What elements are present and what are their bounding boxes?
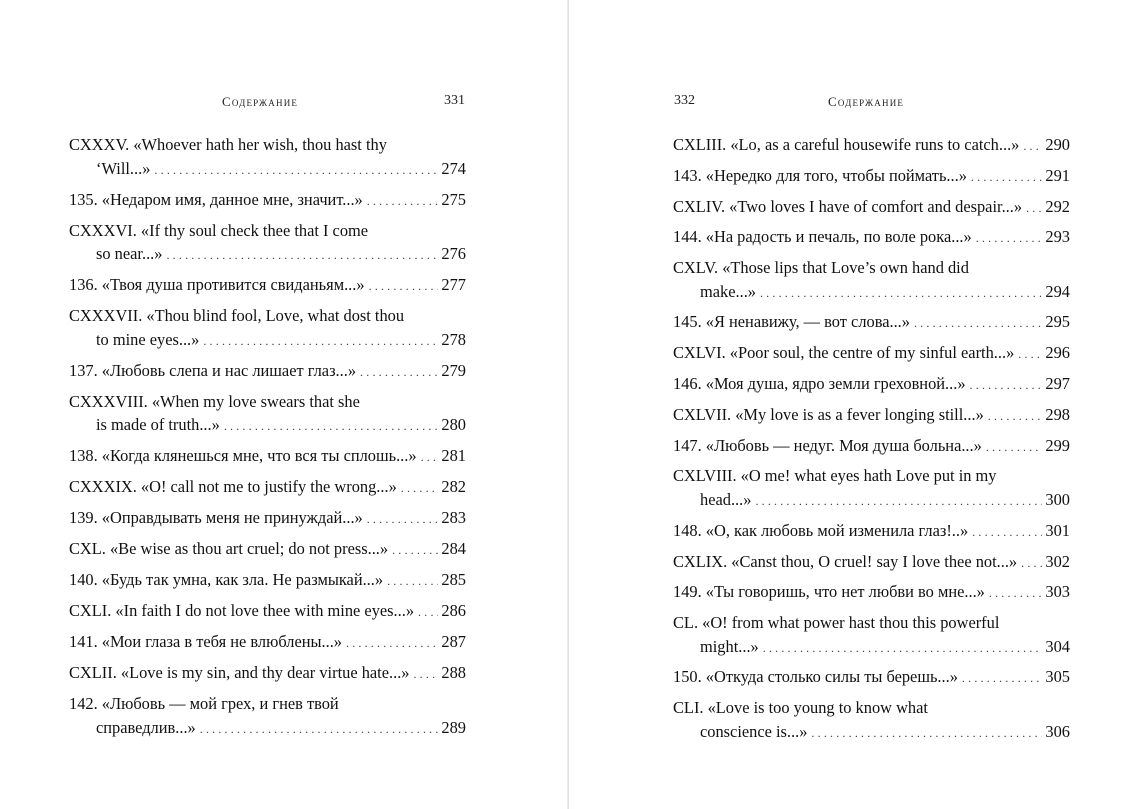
entry-title: 146. «Моя душа, ядро земли греховной...» bbox=[673, 374, 966, 394]
entry-row bbox=[69, 328, 466, 354]
entry-title: 147. «Любовь — недуг. Моя душа больна...» bbox=[673, 435, 982, 455]
toc-entry bbox=[673, 665, 1070, 691]
toc-entry bbox=[69, 475, 466, 501]
entry-title: 139. «Оправдывать меня не принуждай...» bbox=[69, 508, 363, 527]
dot-leader bbox=[346, 632, 438, 656]
entry-page-number: 282 bbox=[441, 477, 466, 496]
entry-row bbox=[673, 519, 1070, 545]
dot-leader bbox=[387, 570, 438, 594]
toc-entry bbox=[673, 133, 1070, 159]
entry-page-number: 284 bbox=[441, 539, 466, 558]
toc-entry bbox=[69, 568, 466, 594]
dot-leader bbox=[986, 436, 1043, 460]
entry-title: CXL. «Be wise as thou art cruel; do not press...» bbox=[69, 539, 389, 558]
entry-page-number: 286 bbox=[441, 601, 466, 620]
dot-leader bbox=[421, 446, 439, 470]
toc-entry bbox=[69, 390, 466, 439]
entry-row bbox=[673, 225, 1070, 251]
entry-row bbox=[673, 550, 1070, 576]
toc-entry bbox=[69, 133, 466, 182]
left-page bbox=[0, 0, 568, 809]
entry-title: 136. «Твоя душа противится свиданьям...» bbox=[69, 275, 365, 294]
entry-title: 150. «Откуда столько силы ты берешь...» bbox=[673, 667, 958, 687]
entry-row bbox=[69, 599, 466, 625]
toc-entry bbox=[69, 630, 466, 656]
dot-leader bbox=[989, 582, 1043, 606]
entry-row bbox=[673, 310, 1070, 336]
entry-title: CXXXV. «Whoever hath her wish, thou hast thy bbox=[69, 135, 387, 154]
entry-title-continuation: head...» bbox=[700, 489, 752, 509]
dot-leader bbox=[971, 166, 1042, 190]
dot-leader bbox=[200, 718, 439, 742]
entry-title: CXLIX. «Canst thou, O cruel! say I love thee not...» bbox=[673, 551, 1018, 571]
entry-page-number: 289 bbox=[441, 717, 466, 737]
dot-leader bbox=[1018, 343, 1042, 367]
toc-list bbox=[69, 133, 466, 747]
entry-page-number: 290 bbox=[1045, 135, 1070, 154]
entry-row bbox=[69, 537, 466, 563]
toc-entry bbox=[673, 550, 1070, 576]
entry-row bbox=[69, 157, 466, 183]
dot-leader bbox=[166, 244, 438, 268]
dot-leader bbox=[760, 282, 1042, 306]
toc-entry bbox=[69, 304, 466, 353]
entry-row bbox=[673, 434, 1070, 460]
toc-entry bbox=[673, 195, 1070, 221]
dot-leader bbox=[811, 722, 1042, 746]
entry-row bbox=[69, 716, 466, 742]
entry-row bbox=[69, 630, 466, 656]
toc-entry bbox=[69, 692, 466, 741]
entry-row bbox=[673, 580, 1070, 606]
dot-leader bbox=[418, 601, 438, 625]
entry-title-continuation: to mine eyes...» bbox=[96, 329, 200, 349]
entry-row bbox=[673, 341, 1070, 367]
entry-row bbox=[673, 403, 1070, 429]
dot-leader bbox=[154, 159, 438, 183]
dot-leader bbox=[203, 330, 438, 354]
entry-title-continuation: make...» bbox=[700, 281, 756, 301]
entry-title: CXXXIX. «O! call not me to justify the wrong...» bbox=[69, 477, 397, 496]
entry-title: 143. «Нередко для того, чтобы поймать...» bbox=[673, 165, 967, 185]
entry-title: CXLI. «In faith I do not love thee with mine eyes...» bbox=[69, 601, 415, 620]
entry-page-number: 294 bbox=[1045, 281, 1070, 301]
toc-entry bbox=[69, 359, 466, 385]
toc-entry bbox=[69, 219, 466, 268]
dot-leader bbox=[763, 637, 1043, 661]
entry-page-number: 295 bbox=[1045, 312, 1070, 332]
entry-page-number: 304 bbox=[1045, 636, 1070, 656]
entry-row bbox=[69, 242, 466, 268]
toc-entry bbox=[673, 580, 1070, 606]
entry-title: CLI. «Love is too young to know what bbox=[673, 698, 928, 718]
entry-title: CXLII. «Love is my sin, and thy dear virtue hate...» bbox=[69, 663, 410, 682]
entry-title-continuation: ‘Will...» bbox=[96, 158, 151, 178]
dot-leader bbox=[970, 374, 1043, 398]
entry-title: CXLVIII. «O me! what eyes hath Love put in my bbox=[673, 466, 997, 486]
entry-title-continuation: is made of truth...» bbox=[96, 415, 220, 434]
toc-entry bbox=[673, 696, 1070, 745]
toc-entry bbox=[673, 464, 1070, 513]
dot-leader bbox=[392, 539, 438, 563]
toc-entry bbox=[673, 403, 1070, 429]
entry-row bbox=[673, 133, 1070, 159]
dot-leader bbox=[962, 667, 1042, 691]
toc-entry bbox=[673, 256, 1070, 305]
dot-leader bbox=[1021, 552, 1042, 576]
toc-entry bbox=[673, 434, 1070, 460]
entry-row bbox=[69, 273, 466, 299]
entry-title: CXLIV. «Two loves I have of comfort and despair...» bbox=[673, 196, 1023, 216]
entry-page-number: 293 bbox=[1045, 227, 1070, 247]
entry-page-number: 301 bbox=[1045, 520, 1070, 540]
entry-title: CXLVI. «Poor soul, the centre of my sinful earth...» bbox=[673, 343, 1015, 363]
entry-title: CXLVII. «My love is as a fever longing still...» bbox=[673, 404, 984, 424]
entry-row bbox=[673, 195, 1070, 221]
entry-title: 138. «Когда клянешься мне, что вся ты сплошь...» bbox=[69, 446, 417, 465]
entry-title: 144. «На радость и печаль, по воле рока...» bbox=[673, 227, 972, 247]
entry-title: CL. «O! from what power hast thou this powerful bbox=[673, 613, 1000, 633]
dot-leader bbox=[369, 275, 439, 299]
entry-title: 149. «Ты говоришь, что нет любви во мне...» bbox=[673, 582, 985, 602]
entry-row bbox=[673, 635, 1070, 661]
entry-title: 142. «Любовь — мой грех, и гнев твой bbox=[69, 694, 339, 713]
toc-entry bbox=[673, 372, 1070, 398]
entry-title-continuation: conscience is...» bbox=[700, 721, 808, 741]
toc-entry bbox=[673, 519, 1070, 545]
entry-row bbox=[69, 359, 466, 385]
entry-title: 145. «Я ненавижу, — вот слова...» bbox=[673, 312, 910, 332]
running-title: Содержание bbox=[828, 94, 905, 109]
toc-entry bbox=[673, 225, 1070, 251]
entry-title: 137. «Любовь слепа и нас лишает глаз...» bbox=[69, 360, 357, 380]
right-page bbox=[569, 0, 1137, 809]
dot-leader bbox=[988, 405, 1043, 429]
dot-leader bbox=[1023, 135, 1042, 159]
entry-row bbox=[69, 661, 466, 687]
entry-page-number: 275 bbox=[441, 189, 466, 209]
entry-page-number: 303 bbox=[1045, 582, 1070, 602]
entry-title-continuation: so near...» bbox=[96, 244, 163, 263]
entry-page-number: 296 bbox=[1045, 343, 1070, 363]
entry-page-number: 300 bbox=[1045, 489, 1070, 509]
toc-entry bbox=[69, 273, 466, 299]
dot-leader bbox=[224, 415, 439, 439]
page-number: 332 bbox=[674, 93, 695, 108]
entry-page-number: 285 bbox=[441, 570, 466, 589]
entry-title: 141. «Мои глаза в тебя не влюблены...» bbox=[69, 632, 342, 651]
entry-page-number: 298 bbox=[1045, 404, 1070, 424]
entry-title-continuation: справедлив...» bbox=[96, 717, 196, 737]
entry-row bbox=[673, 665, 1070, 691]
entry-page-number: 277 bbox=[441, 275, 466, 294]
toc-entry bbox=[69, 537, 466, 563]
entry-row bbox=[69, 444, 466, 470]
entry-page-number: 302 bbox=[1045, 551, 1070, 571]
toc-list bbox=[673, 133, 1070, 751]
toc-entry bbox=[69, 444, 466, 470]
entry-row bbox=[673, 720, 1070, 746]
entry-title: CXLIII. «Lo, as a careful housewife runs to catch...» bbox=[673, 135, 1020, 154]
entry-title: 148. «О, как любовь мой изменила глаз!..» bbox=[673, 520, 969, 540]
dot-leader bbox=[367, 190, 439, 214]
entry-page-number: 287 bbox=[441, 632, 466, 651]
entry-title: CXXXVII. «Thou blind fool, Love, what dost thou bbox=[69, 306, 405, 325]
toc-entry bbox=[673, 611, 1070, 660]
entry-page-number: 288 bbox=[441, 663, 466, 682]
toc-entry bbox=[69, 661, 466, 687]
entry-page-number: 291 bbox=[1045, 165, 1070, 185]
entry-title: 135. «Недаром имя, данное мне, значит...» bbox=[69, 189, 363, 209]
entry-row bbox=[69, 475, 466, 501]
entry-page-number: 299 bbox=[1045, 435, 1070, 455]
dot-leader bbox=[976, 227, 1043, 251]
entry-page-number: 274 bbox=[441, 158, 466, 178]
toc-entry bbox=[673, 310, 1070, 336]
dot-leader bbox=[914, 312, 1042, 336]
dot-leader bbox=[360, 361, 438, 385]
toc-entry bbox=[69, 188, 466, 214]
entry-page-number: 292 bbox=[1045, 196, 1070, 216]
entry-page-number: 276 bbox=[441, 244, 466, 263]
entry-title: CXLV. «Those lips that Love’s own hand did bbox=[673, 258, 969, 278]
entry-row bbox=[673, 488, 1070, 514]
dot-leader bbox=[401, 477, 439, 501]
entry-page-number: 306 bbox=[1045, 721, 1070, 741]
entry-page-number: 279 bbox=[441, 360, 466, 380]
toc-entry bbox=[69, 599, 466, 625]
toc-entry bbox=[69, 506, 466, 532]
entry-row bbox=[69, 506, 466, 532]
entry-row bbox=[673, 280, 1070, 306]
dot-leader bbox=[1026, 197, 1042, 221]
entry-page-number: 278 bbox=[441, 329, 466, 349]
entry-row bbox=[69, 413, 466, 439]
entry-row bbox=[673, 372, 1070, 398]
entry-title: 140. «Будь так умна, как зла. Не размыкай...» bbox=[69, 570, 384, 589]
entry-title-continuation: might...» bbox=[700, 636, 759, 656]
entry-row bbox=[69, 188, 466, 214]
entry-title: CXXXVIII. «When my love swears that she bbox=[69, 391, 360, 411]
entry-row bbox=[673, 164, 1070, 190]
page-number: 331 bbox=[444, 93, 465, 108]
entry-page-number: 305 bbox=[1045, 667, 1070, 687]
toc-entry bbox=[673, 341, 1070, 367]
toc-entry bbox=[673, 164, 1070, 190]
entry-row bbox=[69, 568, 466, 594]
entry-page-number: 283 bbox=[441, 508, 466, 527]
dot-leader bbox=[413, 663, 438, 687]
dot-leader bbox=[367, 508, 439, 532]
dot-leader bbox=[972, 521, 1042, 545]
dot-leader bbox=[755, 490, 1042, 514]
entry-page-number: 297 bbox=[1045, 374, 1070, 394]
entry-page-number: 281 bbox=[441, 446, 466, 465]
entry-title: CXXXVI. «If thy soul check thee that I come bbox=[69, 220, 369, 240]
running-title: Содержание bbox=[222, 94, 299, 109]
entry-page-number: 280 bbox=[441, 415, 466, 434]
